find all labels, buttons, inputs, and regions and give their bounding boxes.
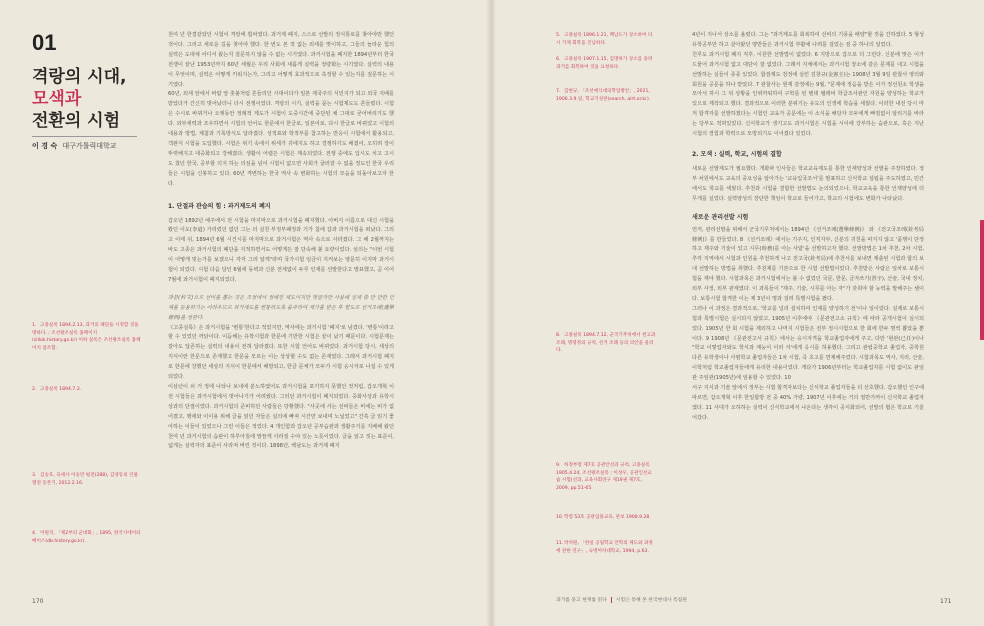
intro-paragraph-2: 60년, 외세 앞에서 바람 앞 촛불처럼 흔들리던 시대이다가 일본 제국주의 식민지가 되고 외국 지배를 받았다가 간신히 벗어났더니 다시 전쟁이었다. 격랑의 시기, 실력을 묻는 시험제도도 흔들렸다. 시험은 수시로 바뀌거나 오랫동안 정례적 제도가 시험이 도중시간에 중단된 채 그대로 굳어버리기도 했다. 외부세력과 조우하면서 시험의 언어도 한문에서 한글로, 일본어로, 다시 한글로 바뀌었고 시험의 내용과 방법, 제첨과 기록방식도 달라졌다. 성적표와 학적부를 참고하는 반응이 시험에서 활용되고, 객관식 시험을 도입했다. 시험은 위기 속에서 위세가 귀에지도 하고 경쟁하기도 해졌어, 오히려 장이 뚜렷해지고 대중화되고 강해졌다. 생활이 어렵든 시험은 계속되었다. 전쟁 중에도 입시도 치고 고시도 쳤던 한국, 공부할 의지 하는 의심을 넘어 시험이 없으면 사회가 굴러갈 수 없을 정도인 한국 우리들은 시험을 신봉하고 있다. 60년 격변하는 한국 역사 속 변화하는 시험의 모습을 되돌아보고자 한다. [168,91,394,187]
running-footer [556,596,687,603]
right-page-number: 171 [940,598,952,605]
intro-paragraph: 천여 년 한결같았던 시험이 격랑에 휩싸였다. 과거제 폐지, 스스로 선발의 정식통로를 찾아야만 했던 것이다. 그리고 새로운 길을 찾아야 했다. 한 번도 본 적 없는 외세를 맞이하고, 그들의 놀라운 힘의 실력은 도대체 어디서 왔는지 질문하지 않을 수 없는 시기였다. 과거시험을 폐지한 1894년부터 한국전쟁이 끝난 1953년까지 60년 세월은 우리 사회에 새롭게 실력을 정량화는 시기였다. 실력의 내용이 무엇이며, 실력은 어떻게 키워지는가, 그리고 어떻게 효과적으로 측정할 수 있는지를 질문하는 시기였다. [168,32,394,88]
left-body-column [168,31,394,452]
title-line-2: 모색과 [32,89,82,109]
section-1-paragraph-2: 《고종실록》은 과거시험을 '변통'한다고 적었지만, 역사에는 과거시험 '폐지'로 남겼다. '변통'이라고 할 수 있었던 까닭이다. 이듬해는 유학시험과 한문에 기반한 시험은 끝이 났기 때문이다. 시험문제는 갈아도 답존하는 실력의 내용이 전혀 달라졌다. 또한 시험 언어도 바뀌었다. 과거시험 당시, 세상의 지식이란 한문으로 존재했고 한문을 모르는 이는 상상할 수도 없는 존재였다. 그래서 과거시험 폐지로 한문에 강했던 세상의 지식이 한문에서 해방되고, 한글 문체가 모두가 시험 응시자로 나설 수 있게 되었다. [168,324,394,381]
right-footnotes [556,32,656,554]
left-page-number: 170 [32,598,44,605]
footnote-3: 3. 김승호, 육세사 이승만 평전(288), 김양동의 인물열전 동본기, 2012.2.16. [32,473,139,486]
section-2-paragraph-2: 먼저, 관리선발을 위해서 군국기무처에서는 1894년 《선거조례(選擧條例)》 와 《전고국조례(銓考局條例)》를 만들었다. 8 《선거조례》에서는 기주지, 인직자부, 신분의 귀천을 따지지 않고 '품행이 단정하고 재주와 기술이 있고 시무(時務)를 아는 사람'을 선발하고자 했다. 선발방법은 1차 추천, 2차 시험, 추각 지역에서 시험과 인원을 추천하게 나고 전고국(銓考局)에 추천서를 보내면 제출된 시험과 합의 보내 선발하는 방법을 취했다. 추천제를 기본으로 한 시험 선발법이었다. 추천받은 사람은 일차로 보통시험을 재야 했다. 시험과목은 과거시험에서는 볼 수 없었던 국문, 한문, 글자쓰기(習字), 산술, 국내 정치, 외부 사정, 외부 관계였다. 이 과목들이 "재주, 기술, 시무를 아는 자"가 갖춰야 할 능력을 말해주는 셈이다. 보통시험 합격한 이는 제 3년이 명과 걸려 특별시험을 팠다. [692,226,924,302]
footnote-1: 1. 고종실록 1894.2.13, 과거의 폐단을 시정할 것을 명하다. ; 조선왕조실록 홈페이지(sillok.history.go.kr) 이하 실록은 조선왕조실록 홈페이지 참조함. [32,323,141,351]
quotation: 과문(科文)으로 선비를 뽑는 것은 조정에서 정해진 제도이지만 헛글자만 사용해 실제 쓸 만 만한 인재를 등용하기는 어려우므로 과거제도를 변통하도록 품주하여 재가를 받은 후 별도로 선거조례(選擧條例)를 정한다. [168,294,394,321]
section-1-heading: 1. 단절과 관습의 힘 : 과거제도의 폐지 [168,202,271,210]
footnote-6: 6. 고종실록 1907.1.15, 김명하가 상소를 올려 과거를 회복하여 것을 요청하다. [556,57,653,70]
author-divider [32,136,137,137]
footnote-8: 8. 고종실록 1894.7.12, 군국기무처에서 천고과 조례, 명령정의 규칙, 선거 조례 등의 의안을 올리다. [556,333,656,353]
footnote-4: 4. 이원석, 「제2부의 군대화」, 1895, 한국사데이터베이스(db.history.go.kr). [32,531,141,544]
running-title-right: 시험은 통해 본 한국현대사 특집편 [615,598,687,603]
subheading: 새로운 관리선발 시험 [692,213,749,221]
right-intro-paragraph: 4년이 지나서 상소를 올렸다. 그는 "과거제도를 회복하여 선비의 기풍을 배양"할 것을 간하였다. 5 형성 유학공부만 하고 살아왔던 양반들은 과거시험 부활에 나려를 걸었는 짐 중 하나의 일었다. [692,32,924,48]
title-line-3: 전환의 시험 [32,111,121,131]
section-1-paragraph-3: 이삼년이 쇠 거 정에 나타나 보내에 분노하였어도 과거시험을 포기하지 못했던 것처럼, 갑오개혁 이전 시험들은 과거시험에서 벗어나기가 어려웠다. 그러던 과거시험이 폐지되었다. 중화사상과 유학시상과의 단절이었다. 과거시험의 준비하던 사람들은 당황했다. "사곳에 사는 선비들은 비에는 비가 없어졌고, 행에와 이이용 위해 글을 읽던 자들은 실의에 빠져 시간만 보내며 노닐었고" 간혹 글 읽기 좋아하는 이들이 있었으나 그런 이들은 적었다. 4 개인함과 갑오년 공부습관과 생활주기를 지배해 왔던 천여 년 과거시험의 습관이 하루아침에 말끔게 사라질 수야 있는 노릇이었다. 글을 읽고 짓는 표준이, 넓게는 실력자의 표준이 사라져 버린 것이다. 1898년, 백남도는 과거제 폐지 [168,384,394,450]
author-name: 이 경 숙 [32,142,58,150]
title-line-1: 격랑의 시대, [32,67,127,87]
running-divider [611,597,612,603]
section-1-paragraph-1: 갑오년 1892년 예주에서 전 시험을 마지막으로 과거시험을 폐지했다. 아버지 이름으로 대신 시험을 봤던 이도(李道) 가리렀던 없던 그는 더 실천 부정부패정과 기가 첨에 갑과 과거시험을 떠났다. 그리고 이태 뒤, 1894년 6월 시건시를 마지막으로 과거시험은 역사 속으로 사라졌다. 그 해 2월까지는 바도 고종은 과거시험의 폐단을 지적하면서도 어떻게든 잘 단속해 볼 요량이었다. 심의는 "이번 시험이 어떻게 빗는가를 보겠으니 각각 그러 알게"라며 국가시험 임금이 지켜보는 영문히 이지막 과거시험이 되었다. 시험 다음 달인 6월에 동벽과 신분 전제없이 두루 인재를 선발한다고 발표했고, 곧 이어 7월에 과거시험이 폐지되었다. [168,217,394,283]
footnote-2: 2. 고종실록 1894.7.3. [32,387,82,392]
right-body-column [692,31,924,424]
section-2-paragraph-4: 서구 지식과 기술 앞에서 정부는 시험 합격자보다는 신식학교 졸업자들을 더 선호했다. 갑오했던 인구에 따르면, 갑오개혁 이후 한일합방 전 중 40% 가량, 1907년 이후에는 거의 절반가까이 신식학교 졸업자였다. 11 사대가 오하하는 실력이 신식학교에서 나온다는 생각이 공식화되어, 선발의 협은 학교로 기울어갔다. [692,385,924,421]
footnote-10: 10.학령 53호 공관임용교육, 관보 1908.9.28. [556,515,651,520]
right-intro-paragraph-2: 친루도 과거시험 폐지 직후, 이원한 선발법이 없었다. 6 지방으로 갑으로 더 그런다. 신분에 맞은 이가 드물어 과거시험 없고 대단이 잘 없었다. 그래서 지체에서는 과거시험 장소에 같은 문제를 내고 시험을 선발하는 실들이 종종 있었다. 합검제도 검정에 실린 김창규(金憲圭)는 1908년 3월 9일 관찰사 영의와 회원을 공문을 하나 받았다. 7 관찰사는 현재 감정에는 9월, "문제에 정음을 받은 이가 정선원소 학생을 모아서 하시 그 뒤 상황을 인위까워하여 구학를 된 텐데 텔레비 학급조사관인 자원을 양성하는 학교가 있으로 제작되고 했다. 결과적으로 이러한 분위기는 유도의 인생에 학습을 세웠다. 이러한 내전 당시 마저 합격자를 선발하겠다는 시험인 교육가 공문에는 이 소식을 해당자 모두에게 빠짐없이 알리기를 바라는 당부도 적혀있었다. 신식학교가 생기고도 과거시험은 시험을 시이에 강부하는 습관으로, 혹은 지난 시험의 경험과 학력으로 모방되기도 이어졌다 있었다. [692,51,924,138]
chapter-number: 01 [32,30,57,55]
chapter-title [32,66,152,132]
section-2-paragraph-3: 그러나 이 과정은 결과적으로, '학교를 널리 설치하여 인재를 양성하기 전'이나 일이었다. 실제로 보통시험과 특별시험은 실시되지 않았고, 1905년 이후에야 《문관전고소 규칙》에 따라 공개시험이 실시되었다. 1905년 한 회 시험을 제외하고 나머지 시험들은 전부 정시시험으로 한 회에 한두 명씩 뽑았을 뿐이다. 9 1908년 《문관전고서 규칙》에서는 응시자격을 학교졸업자에게 주고, 다만 '현관(已任)이나 "학교 이렇업자와도 학식과 재능이 이러 자'에게 응시를 허용했다. 그리고 관립중학교 졸업자, 중학원 다른 유학생이나 사범학교 졸업자들은 1차 시험, 즉 초고를 면제해주었다. 시험과목도 역사, 지리, 산술, 이학처럼 학교졸업자들에게 유리한 내용이었다. 게다가 1906년부터는 학교졸업자를 시험 없이도 판임관 주임관(1905년)에 임용할 수 있었다. 10 [692,305,924,382]
chapter-edge-tab [980,220,984,340]
section-2-paragraph-1: 새로운 선발제도가 필요했다. 개화파 인사들은 학교교육제도를 통한 인재양성과 선발을 주장하였다. 정부 차원에서도 교육의 중요성을 알아가는 '교육입국조서'를 발표하고 신식학교 설립을 주도하였고, 민간에서도 학교를 세웠다. 추천과 시험을 결합한 선발법도 논의되었으나, 학교교육을 통한 인재양성에 더 무게를 실었다. 실력양성의 장단한 책임이 학교로 들어가고, 학교의 시험에도 변화가 나타났다. [692,165,924,202]
left-footnotes [32,322,142,544]
footnote-5: 5. 고종실록 1896.1.21, 백남도가 상소하여 다시 거제 회복을 진남하다. [556,33,653,46]
book-gutter [486,0,496,626]
running-title-left: 과거를 묻고 현재를 읽다 [556,598,607,603]
author-line [32,141,117,151]
footnote-9: 9. 허정부령 제7호 공관안선과 규칙, 고종실록 1905.4.24, 조선왕조실록 ; 이성우, 공관인선교습 시험(선과, 교육사회연구 제19권 제7호, 2009, pp.51-65. [556,463,652,491]
footnote-7: 7. 김현규, 「조선예식대의학업방안」, 2021, 1906.3.9.일, 학교기성관(search, alrt.or.kr). [556,89,651,102]
section-2-heading: 2. 모색 : 실력, 학교, 시험의 결합 [692,150,782,158]
footnote-11: 11.박치원, 「한일 공립학교 안학의 제도와 과정에 관한 연구」, 숙명여자대학교, 1994, p.63. [556,541,653,554]
author-affiliation: 대구가톨릭대학교 [62,142,117,150]
